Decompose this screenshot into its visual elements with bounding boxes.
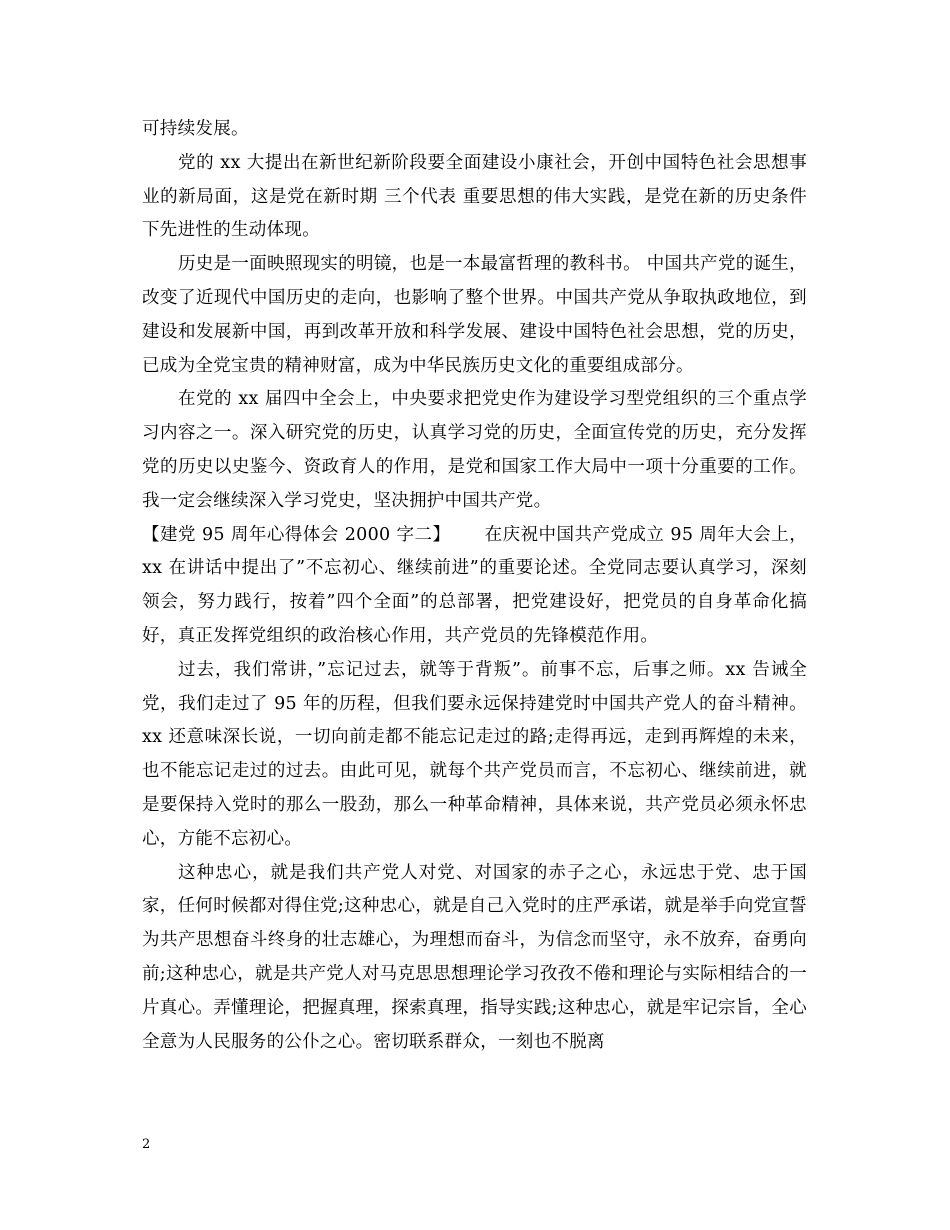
paragraph-loyalty: 这种忠心，就是我们共产党人对党、对国家的赤子之心，永远忠于党、忠于国家，任何时候都对得住党;这种忠心，就是自己入党时的庄严承诺，就是举手向党宣誓为共产思想奋斗终身的壮志雄心，为理想而奋斗，为信念而坚守，永不放弃，奋勇向前;这种忠心，就是共产党人对马克思思想理论学习孜孜不倦和理论与实际相结合的一片真心。弄懂理论，把握真理，探索真理，指导实践;这种忠心，就是牢记宗旨，全心全意为人民服务的公仆之心。密切联系群众，一刻也不脱离 bbox=[142, 862, 807, 1052]
page-number: 2 bbox=[142, 1137, 151, 1152]
section-intro-text: 在庆祝中国共产党成立 95 周年大会上，xx 在讲话中提出了”不忘初心、继续前进”的重要论述。全党同志要认真学习，深刻领会，努力践行，按着”四个全面”的总部署，把党建设好，把党员的自身革命化搞好，真正发挥党组织的政治核心作用，共产党员的先锋模范作用。 bbox=[142, 524, 807, 646]
section-heading: 【建党 95 周年心得体会 2000 字二】 bbox=[142, 524, 451, 545]
document-body bbox=[142, 113, 807, 1059]
paragraph-xx-congress: 党的 xx 大提出在新世纪新阶段要全面建设小康社会，开创中国特色社会思想事业的新局面，这是党在新时期 三个代表 重要思想的伟大实践，是党在新的历史条件下先进性的生动体现。 bbox=[142, 152, 807, 241]
paragraph-fourth-plenum: 在党的 xx 届四中全会上，中央要求把党史作为建设学习型党组织的三个重点学习内容之一。深入研究党的历史，认真学习党的历史，全面宣传党的历史，充分发挥党的历史以史鉴今、资政育人的作用，是党和国家工作大局中一项十分重要的工作。我一定会继续深入学习党史，坚决拥护中国共产党。 bbox=[142, 389, 807, 511]
paragraph-do-not-forget-past: 过去，我们常讲，”忘记过去，就等于背叛”。前事不忘，后事之师。xx 告诫全党，我们走过了 95 年的历程，但我们要永远保持建党时中国共产党人的奋斗精神。xx 还意味深长说，一切向前走都不能忘记走过的路;走得再远，走到再辉煌的未来，也不能忘记走过的过去。由此可见，就每个共产党员而言，不忘初心、继续前进，就是要保持入党时的那么一股劲，那么一种革命精神，具体来说，共产党员必须永怀忠心，方能不忘初心。 bbox=[142, 659, 807, 849]
section-two-paragraph bbox=[142, 519, 807, 654]
paragraph-continuation: 可持续发展。 bbox=[142, 119, 249, 139]
paragraph-history-mirror: 历史是一面映照现实的明镜，也是一本最富哲理的教科书。 中国共产党的诞生，改变了近现代中国历史的走向，也影响了整个世界。中国共产党从争取执政地位，到建设和发展新中国，再到改革开放和科学发展、建设中国特色社会思想，党的历史，已成为全党宝贵的精神财富，成为中华民族历史文化的重要组成部分。 bbox=[142, 254, 807, 376]
